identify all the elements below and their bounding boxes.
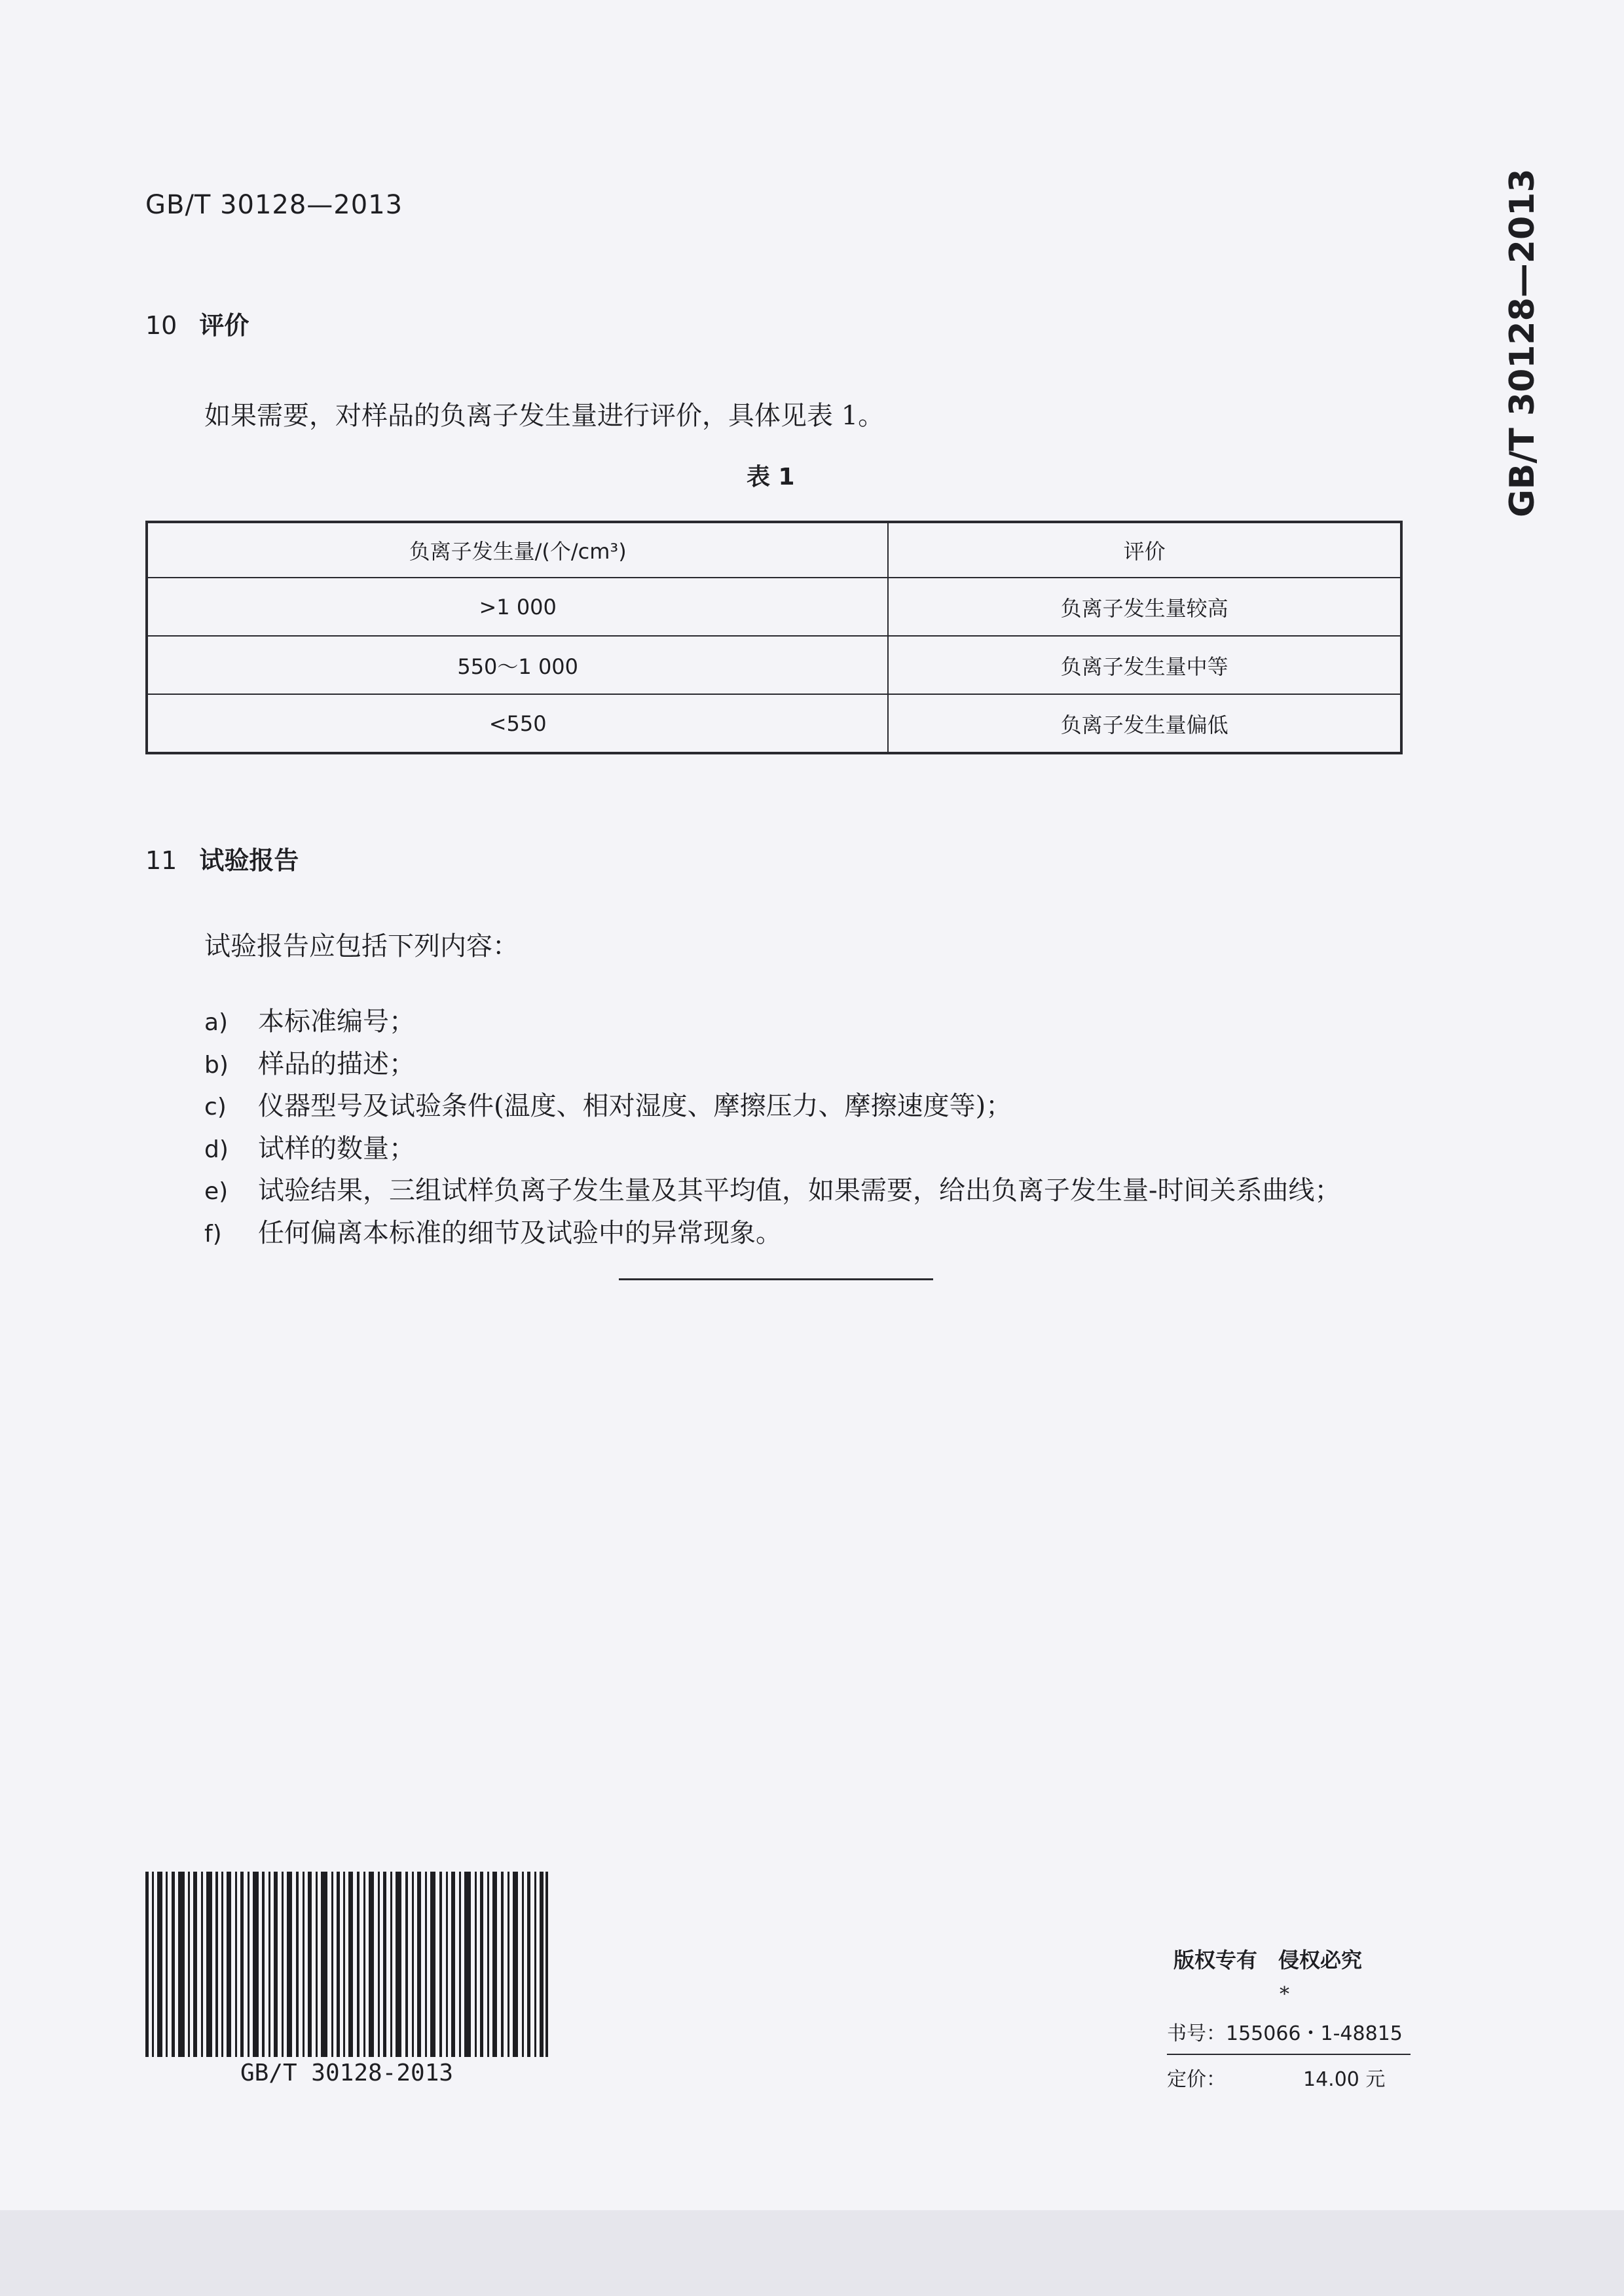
report-content-list bbox=[204, 1001, 1341, 1254]
table-row bbox=[147, 694, 1401, 753]
book-number: 书号：155066・1-48815 bbox=[1167, 2022, 1403, 2045]
table-header-amount: 负离子发生量/(个/cm³) bbox=[147, 522, 888, 578]
scan-bottom-band bbox=[0, 2210, 1624, 2296]
list-item bbox=[204, 1043, 1341, 1086]
section-11-intro: 试验报告应包括下列内容： bbox=[204, 931, 519, 961]
section-10-title: 评价 bbox=[199, 311, 249, 340]
end-of-text-rule bbox=[619, 1278, 933, 1280]
table-1 bbox=[145, 521, 1403, 754]
list-item-text: 样品的描述； bbox=[258, 1048, 415, 1079]
list-item-marker: b) bbox=[204, 1051, 229, 1079]
list-item-marker: c) bbox=[204, 1094, 227, 1120]
barcode-text: GB/T 30128-2013 bbox=[240, 2060, 454, 2086]
star-mark: * bbox=[1280, 1983, 1289, 2006]
list-item bbox=[204, 1170, 1341, 1212]
list-item-marker: f) bbox=[204, 1220, 222, 1248]
table-header-evaluation: 评价 bbox=[888, 522, 1401, 578]
list-item-text: 任何偏离本标准的细节及试验中的异常现象。 bbox=[258, 1217, 782, 1248]
table-row bbox=[147, 578, 1401, 636]
section-11-heading bbox=[145, 840, 299, 876]
list-item bbox=[204, 1212, 1341, 1255]
table-header-row bbox=[147, 522, 1401, 578]
table-cell-amount: <550 bbox=[147, 694, 888, 753]
side-standard-code: GB/T 30128—2013 bbox=[1503, 168, 1542, 517]
list-item-marker: e) bbox=[204, 1178, 229, 1205]
list-item bbox=[204, 1001, 1341, 1043]
barcode-icon bbox=[145, 1872, 548, 2057]
section-11-title: 试验报告 bbox=[199, 846, 299, 875]
table-cell-evaluation: 负离子发生量中等 bbox=[888, 636, 1401, 694]
list-item bbox=[204, 1128, 1341, 1170]
list-item-marker: a) bbox=[204, 1009, 229, 1036]
table-row bbox=[147, 636, 1401, 694]
list-item-text: 仪器型号及试验条件(温度、相对湿度、摩擦压力、摩擦速度等)； bbox=[258, 1091, 1012, 1121]
list-item-text: 本标准编号； bbox=[258, 1007, 415, 1037]
section-10-intro: 如果需要，对样品的负离子发生量进行评价，具体见表 1。 bbox=[204, 401, 885, 431]
list-item-text: 试样的数量； bbox=[258, 1133, 415, 1164]
section-10-heading bbox=[145, 305, 249, 341]
list-item bbox=[204, 1085, 1341, 1128]
table-1-caption: 表 1 bbox=[747, 464, 795, 491]
table-cell-amount: 550～1 000 bbox=[147, 636, 888, 694]
section-11-number: 11 bbox=[145, 846, 177, 875]
price-value: 14.00 元 bbox=[1303, 2068, 1386, 2091]
list-item-marker: d) bbox=[204, 1136, 229, 1163]
price-divider bbox=[1167, 2054, 1411, 2055]
list-item-text: 试验结果，三组试样负离子发生量及其平均值，如果需要，给出负离子发生量-时间关系曲线； bbox=[258, 1176, 1341, 1206]
copyright-notice: 版权专有 侵权必究 bbox=[1173, 1948, 1363, 1972]
price-label: 定价： bbox=[1167, 2068, 1226, 2091]
header-standard-code: GB/T 30128—2013 bbox=[145, 190, 403, 220]
table-cell-evaluation: 负离子发生量较高 bbox=[888, 578, 1401, 636]
table-cell-amount: >1 000 bbox=[147, 578, 888, 636]
section-10-number: 10 bbox=[145, 311, 177, 340]
table-cell-evaluation: 负离子发生量偏低 bbox=[888, 694, 1401, 753]
